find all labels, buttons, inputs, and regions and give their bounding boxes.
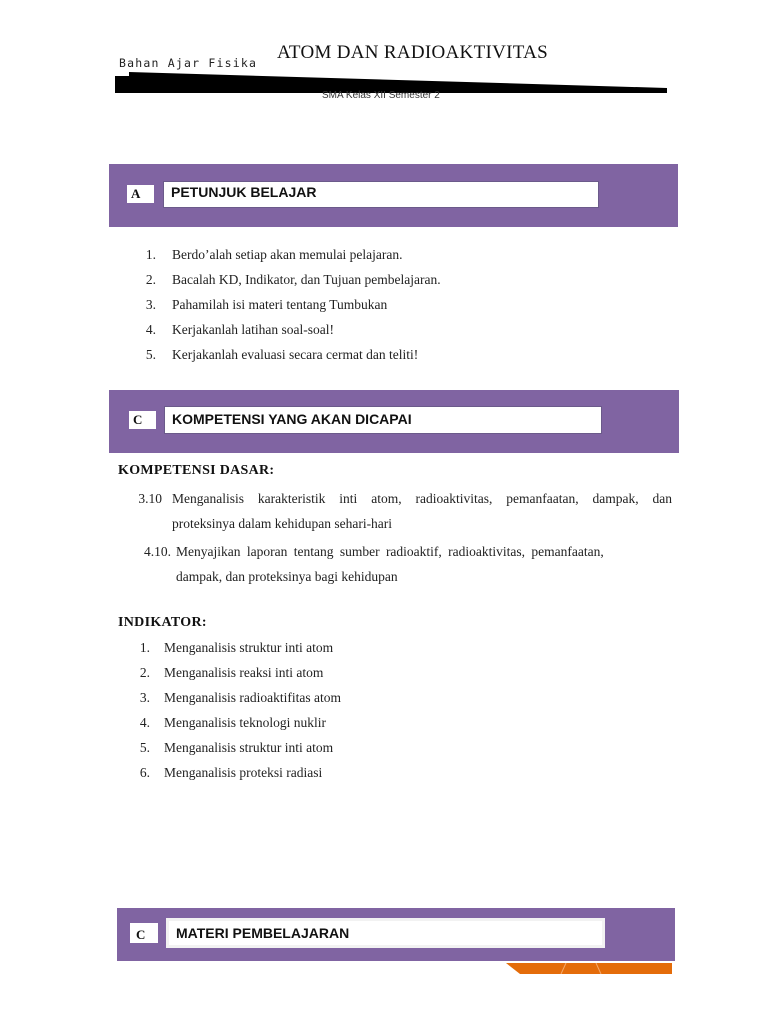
list-number: 2. bbox=[139, 665, 150, 680]
header-bar bbox=[115, 0, 667, 100]
kd-number: 4.10. bbox=[144, 544, 171, 559]
section-a-title: PETUNJUK BELAJAR bbox=[163, 181, 599, 208]
kd-item bbox=[118, 539, 674, 589]
footer-accent-bar bbox=[506, 963, 672, 974]
section-c-competency-banner bbox=[109, 390, 679, 453]
document-subtitle: SMA Kelas XII Semester 2 bbox=[322, 90, 440, 101]
section-a-letter: A bbox=[127, 185, 154, 203]
kd-text-line1: Menganalisis karakteristik inti atom, radioaktivitas, pemanfaatan, dampak, dan bbox=[172, 491, 672, 506]
section-c-materials-letter: C bbox=[130, 923, 158, 943]
kd-number: 3.10 bbox=[138, 491, 162, 506]
list-item bbox=[130, 320, 690, 345]
indikator-heading: INDIKATOR: bbox=[118, 615, 207, 630]
list-text: Kerjakanlah latihan soal-soal! bbox=[172, 322, 334, 337]
list-number: 2. bbox=[145, 272, 156, 287]
list-item bbox=[118, 763, 678, 788]
document-title: ATOM DAN RADIOAKTIVITAS bbox=[277, 42, 549, 63]
section-c-materials-banner bbox=[117, 908, 675, 961]
section-c-competency-title: KOMPETENSI YANG AKAN DICAPAI bbox=[164, 406, 602, 434]
list-number: 1. bbox=[145, 247, 156, 262]
list-number: 3. bbox=[145, 297, 156, 312]
list-item bbox=[130, 245, 690, 270]
kd-text-line2: dampak, dan proteksinya bagi kehidupan bbox=[176, 569, 398, 584]
list-item bbox=[118, 663, 678, 688]
list-text: Menganalisis struktur inti atom bbox=[164, 640, 334, 655]
list-text: Menganalisis teknologi nuklir bbox=[164, 715, 326, 730]
list-number: 4. bbox=[139, 715, 150, 730]
list-number: 6. bbox=[139, 765, 150, 780]
header-left-label: Bahan Ajar Fisika bbox=[119, 56, 258, 70]
study-instructions-list bbox=[130, 245, 690, 370]
indikator-list bbox=[118, 638, 678, 788]
list-item bbox=[130, 270, 690, 295]
list-number: 3. bbox=[139, 690, 150, 705]
list-number: 5. bbox=[145, 347, 156, 362]
list-text: Menganalisis radioaktifitas atom bbox=[164, 690, 341, 705]
list-item bbox=[118, 688, 678, 713]
list-text: Berdo’alah setiap akan memulai pelajaran. bbox=[172, 247, 403, 262]
section-a-banner bbox=[109, 164, 678, 227]
kd-text-line1: Menyajikan laporan tentang sumber radioaktif, radioaktivitas, pemanfaatan, bbox=[176, 544, 604, 559]
section-c-materials-title: MATERI PEMBELAJARAN bbox=[166, 918, 605, 948]
list-item bbox=[130, 345, 690, 370]
list-item bbox=[130, 295, 690, 320]
list-number: 4. bbox=[145, 322, 156, 337]
list-item bbox=[118, 638, 678, 663]
list-item bbox=[118, 738, 678, 763]
section-c-letter: C bbox=[129, 411, 156, 429]
list-item bbox=[118, 713, 678, 738]
kd-text-line2: proteksinya dalam kehidupan sehari-hari bbox=[172, 516, 393, 531]
list-text: Menganalisis reaksi inti atom bbox=[164, 665, 324, 680]
kd-item bbox=[118, 486, 674, 536]
list-text: Pahamilah isi materi tentang Tumbukan bbox=[172, 297, 388, 312]
list-text: Menganalisis struktur inti atom bbox=[164, 740, 334, 755]
list-text: Kerjakanlah evaluasi secara cermat dan teliti! bbox=[172, 347, 419, 362]
list-text: Menganalisis proteksi radiasi bbox=[164, 765, 323, 780]
kompetensi-dasar-heading: KOMPETENSI DASAR: bbox=[118, 463, 275, 478]
list-number: 5. bbox=[139, 740, 150, 755]
list-number: 1. bbox=[139, 640, 150, 655]
list-text: Bacalah KD, Indikator, dan Tujuan pembelajaran. bbox=[172, 272, 441, 287]
